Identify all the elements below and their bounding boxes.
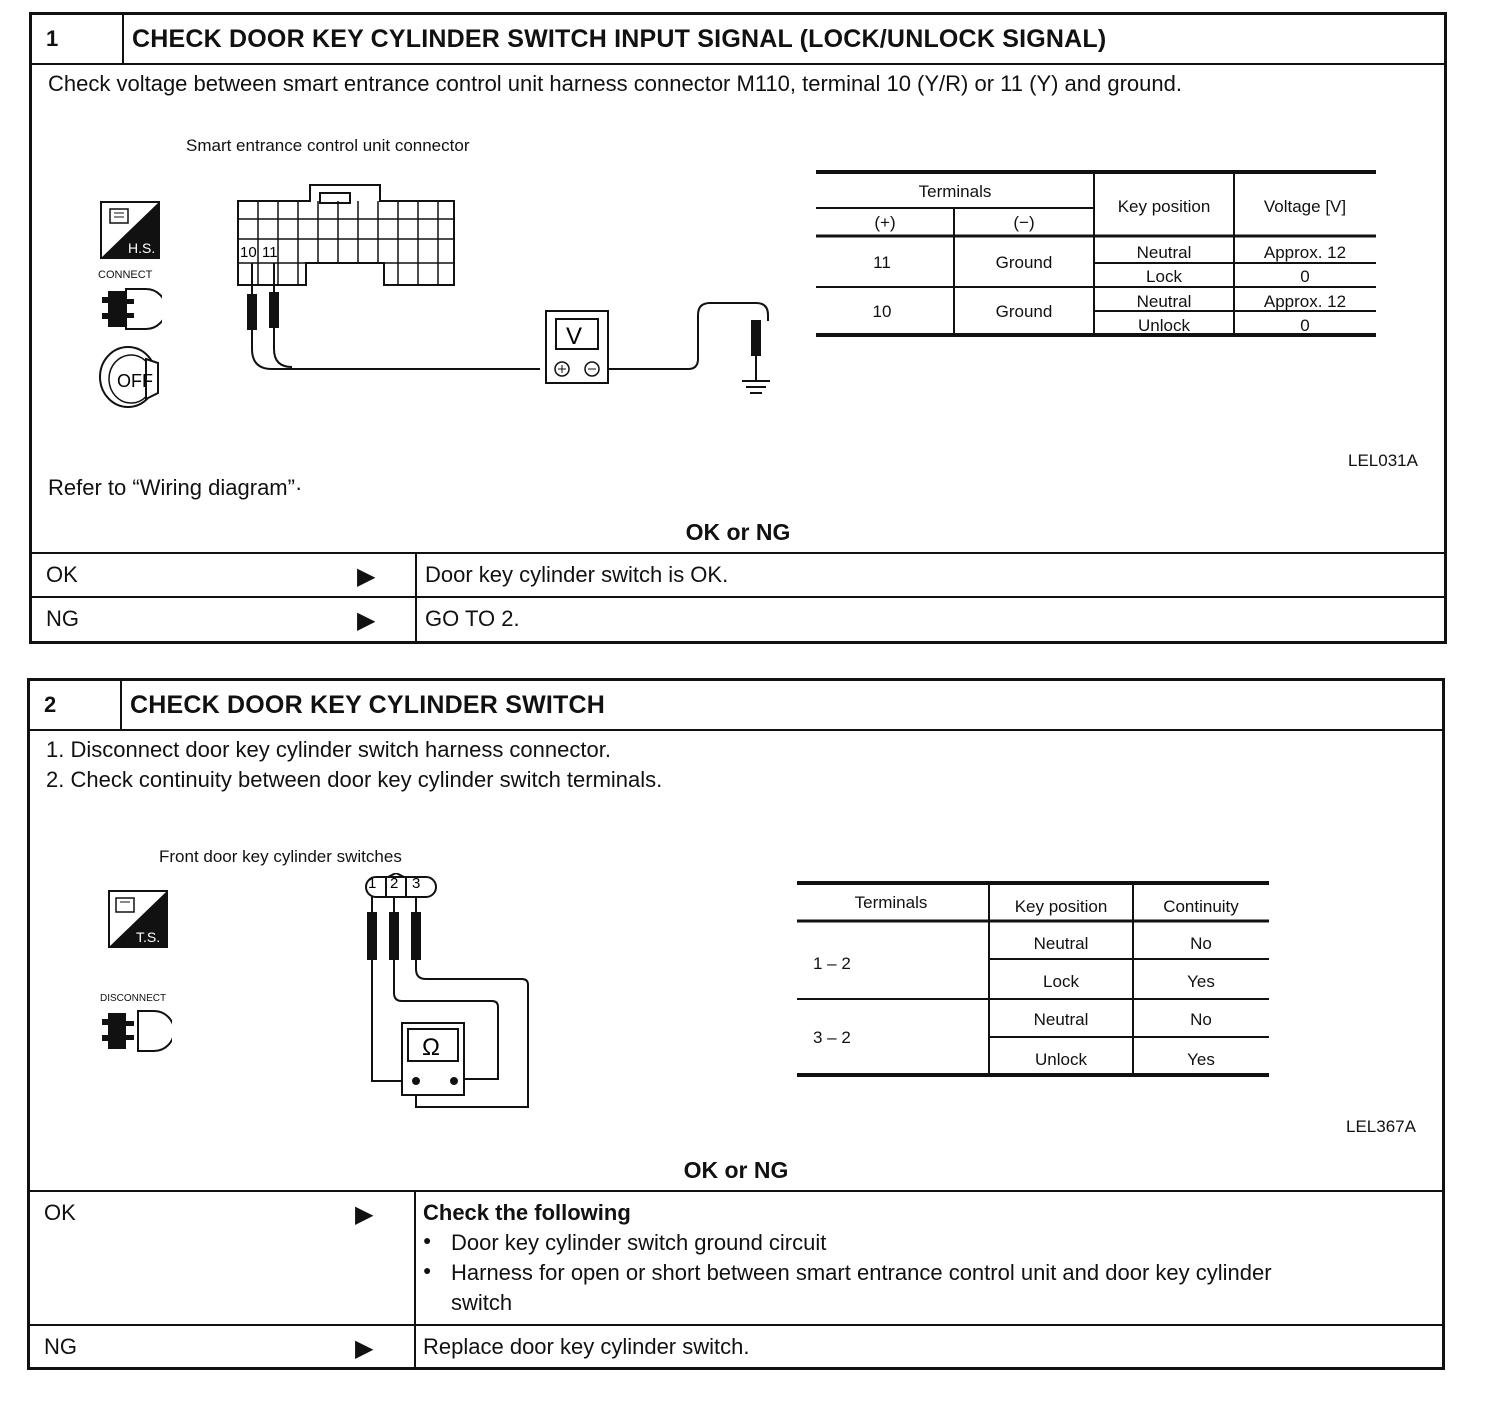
ok-or-ng-heading: OK or NG bbox=[683, 1157, 789, 1183]
pin-2-label: 2 bbox=[390, 875, 399, 892]
pin-11-label: 11 bbox=[262, 244, 278, 261]
th-voltage: Voltage [V] bbox=[1263, 197, 1347, 216]
cell-cont-2b: Yes bbox=[1187, 1050, 1215, 1069]
arrow-icon: ▶ bbox=[357, 563, 376, 590]
ok-bullet-2: Harness for open or short between smart entrance control unit and door key cylinder bbox=[451, 1260, 1272, 1285]
column-divider bbox=[414, 1326, 416, 1369]
voltage-table bbox=[816, 170, 1384, 340]
disconnect-label: DISCONNECT bbox=[100, 993, 167, 1004]
ok-result: Door key cylinder switch is OK. bbox=[425, 562, 729, 587]
arrow-icon: ▶ bbox=[355, 1201, 374, 1228]
pin-1-label: 1 bbox=[368, 875, 377, 892]
th-key-position: Key position bbox=[1014, 897, 1108, 916]
ts-label: T.S. bbox=[136, 929, 161, 945]
ok-row bbox=[32, 552, 1444, 598]
figure-code: LEL367A bbox=[1346, 1117, 1416, 1136]
ok-bullet-1: Door key cylinder switch ground circuit bbox=[451, 1230, 827, 1255]
th-terminals: Terminals bbox=[854, 893, 928, 912]
column-divider bbox=[414, 1192, 416, 1326]
voltmeter bbox=[546, 311, 608, 383]
ok-or-ng-heading: OK or NG bbox=[685, 519, 791, 545]
column-divider bbox=[415, 554, 417, 598]
th-key-position: Key position bbox=[1117, 197, 1211, 216]
cell-cont-1b: Yes bbox=[1187, 972, 1215, 991]
figure-code: LEL031A bbox=[1348, 451, 1418, 470]
step-2-box bbox=[27, 678, 1445, 1370]
cell-volt-2a: Approx. 12 bbox=[1263, 292, 1347, 311]
step-number: 2 bbox=[30, 681, 122, 729]
pin-10-label: 10 bbox=[240, 244, 257, 261]
cell-volt-2b: 0 bbox=[1300, 316, 1310, 335]
refer-text: Refer to “Wiring diagram”· bbox=[48, 475, 303, 500]
harness-side-icon bbox=[100, 201, 162, 261]
probe-wires bbox=[248, 263, 770, 393]
step-1-header bbox=[32, 15, 1444, 65]
cell-volt-1b: 0 bbox=[1300, 267, 1310, 286]
cell-minus-2: Ground bbox=[995, 302, 1053, 321]
ng-row bbox=[32, 596, 1444, 643]
instruction-2: 2. Check continuity between door key cylinder switch terminals. bbox=[46, 767, 663, 792]
step-2-header bbox=[30, 681, 1442, 731]
cell-key-2a: Neutral bbox=[1136, 292, 1192, 311]
cell-key-1a: Neutral bbox=[1136, 243, 1192, 262]
figure-caption: Smart entrance control unit connector bbox=[186, 136, 470, 155]
connect-icon bbox=[100, 283, 162, 335]
voltage-measurement-diagram bbox=[232, 175, 792, 415]
ok-heading: Check the following bbox=[423, 1200, 631, 1225]
step-title: CHECK DOOR KEY CYLINDER SWITCH INPUT SIGNAL (LOCK/UNLOCK SIGNAL) bbox=[132, 24, 1107, 53]
tester-side-icon bbox=[108, 890, 170, 950]
ng-result: Replace door key cylinder switch. bbox=[423, 1334, 750, 1359]
th-plus: (+) bbox=[874, 213, 896, 232]
cell-minus-1: Ground bbox=[995, 253, 1053, 272]
continuity-table bbox=[797, 881, 1277, 1081]
cell-key-2a: Neutral bbox=[1033, 1010, 1089, 1029]
cell-volt-1a: Approx. 12 bbox=[1263, 243, 1347, 262]
hs-label: H.S. bbox=[128, 240, 156, 256]
cell-key-1a: Neutral bbox=[1033, 934, 1089, 953]
ok-label: OK bbox=[46, 562, 78, 587]
cell-terminals-2: 3 – 2 bbox=[813, 1028, 851, 1047]
ng-label: NG bbox=[46, 606, 79, 631]
cell-cont-1a: No bbox=[1190, 934, 1212, 953]
disconnect-icon bbox=[100, 1005, 172, 1057]
arrow-icon: ▶ bbox=[357, 607, 376, 634]
cell-key-1b: Lock bbox=[1146, 267, 1182, 286]
ok-label: OK bbox=[44, 1200, 76, 1225]
instruction-1: 1. Disconnect door key cylinder switch harness connector. bbox=[46, 737, 611, 762]
ng-row bbox=[30, 1324, 1442, 1369]
cell-cont-2a: No bbox=[1190, 1010, 1212, 1029]
cell-terminals-1: 1 – 2 bbox=[813, 954, 851, 973]
th-terminals: Terminals bbox=[918, 182, 992, 201]
step-number: 1 bbox=[32, 15, 124, 63]
smart-entrance-connector bbox=[238, 185, 454, 285]
ignition-off-icon bbox=[98, 345, 166, 409]
step-title: CHECK DOOR KEY CYLINDER SWITCH bbox=[130, 690, 606, 719]
continuity-measurement-diagram bbox=[350, 873, 550, 1123]
voltmeter-symbol: V bbox=[566, 323, 583, 350]
cell-plus-1: 11 bbox=[873, 253, 891, 272]
ng-label: NG bbox=[44, 1334, 77, 1359]
cell-plus-2: 10 bbox=[872, 302, 892, 321]
off-label: OFF bbox=[117, 371, 153, 391]
bullet-icon: ● bbox=[423, 1262, 432, 1278]
cell-key-2b: Unlock bbox=[1138, 316, 1190, 335]
instruction-text: Check voltage between smart entrance control unit harness connector M110, terminal 10 (Y/R) or 11 (Y) and ground. bbox=[48, 71, 1182, 96]
step-1-box bbox=[29, 12, 1447, 644]
bullet-icon: ● bbox=[423, 1232, 432, 1248]
arrow-icon: ▶ bbox=[355, 1335, 374, 1362]
ng-result: GO TO 2. bbox=[425, 606, 520, 631]
pin-3-label: 3 bbox=[412, 875, 421, 892]
ok-row bbox=[30, 1190, 1442, 1326]
ok-bullet-2-cont: switch bbox=[451, 1290, 513, 1315]
th-minus: (−) bbox=[1013, 213, 1035, 232]
column-divider bbox=[415, 598, 417, 643]
cell-key-1b: Lock bbox=[1043, 972, 1079, 991]
cell-key-2b: Unlock bbox=[1035, 1050, 1087, 1069]
figure-caption: Front door key cylinder switches bbox=[159, 847, 402, 866]
th-continuity: Continuity bbox=[1163, 897, 1239, 916]
ohmmeter-symbol: Ω bbox=[422, 1034, 440, 1061]
connect-label: CONNECT bbox=[98, 269, 153, 281]
